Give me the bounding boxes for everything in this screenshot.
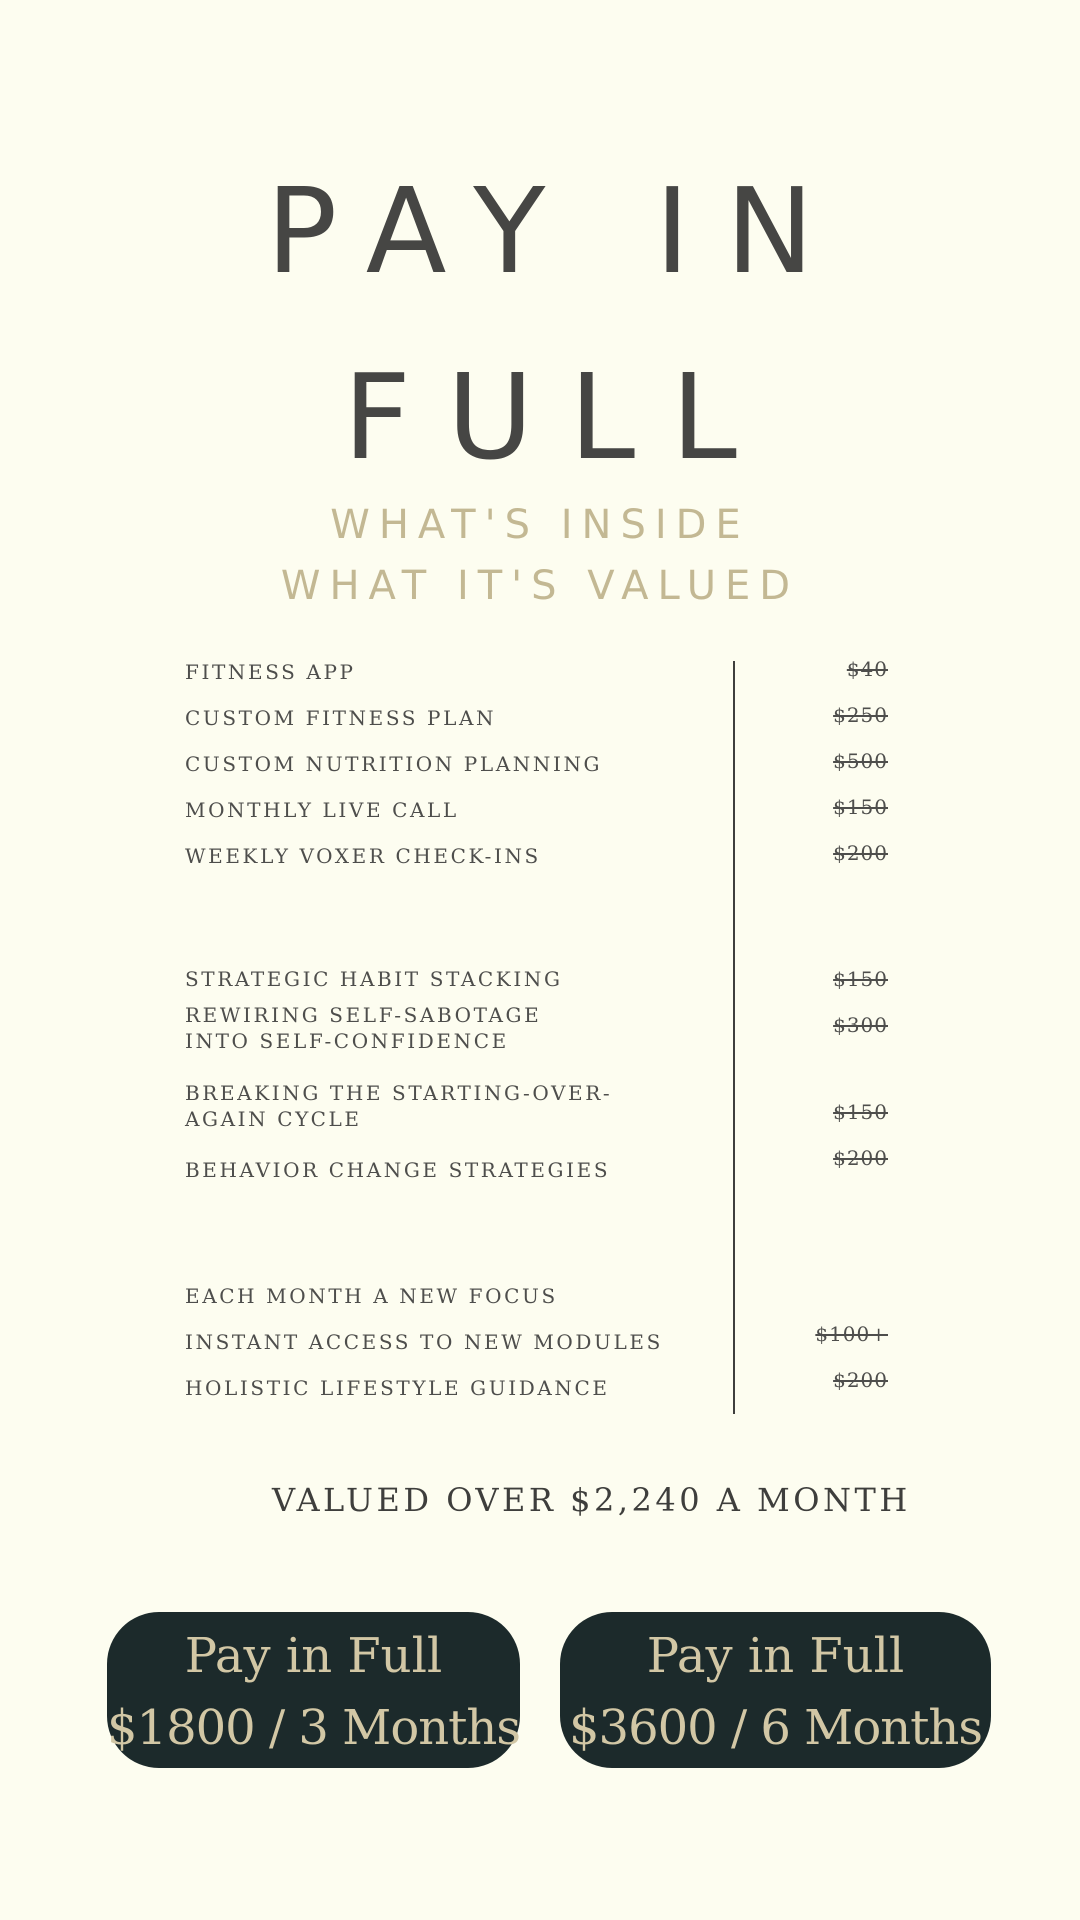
button-label-price-3-months: $1800 / 3 Months xyxy=(107,1700,520,1756)
item-price-behavior-change-strategies: $200 xyxy=(833,1146,888,1170)
item-price-breaking-starting-over-cycle: $150 xyxy=(833,1100,888,1124)
item-label-monthly-live-call: MONTHLY LIVE CALL xyxy=(185,798,459,822)
item-price-instant-access-new-modules: $100+ xyxy=(815,1322,888,1346)
subtitle-whats-inside: WHAT'S INSIDE xyxy=(330,502,750,548)
page-title-line-2: FULL xyxy=(343,348,773,486)
item-label-instant-access-new-modules: INSTANT ACCESS TO NEW MODULES xyxy=(185,1330,663,1354)
item-label-breaking-starting-over-cycle: BREAKING THE STARTING-OVER-AGAIN CYCLE xyxy=(185,1081,613,1131)
item-price-weekly-voxer-check-ins: $200 xyxy=(833,841,888,865)
item-label-strategic-habit-stacking: STRATEGIC HABIT STACKING xyxy=(185,967,563,991)
subtitle-whats-valued: WHAT IT'S VALUED xyxy=(280,563,800,609)
item-price-holistic-lifestyle-guidance: $200 xyxy=(833,1368,888,1392)
item-label-weekly-voxer-check-ins: WEEKLY VOXER CHECK-INS xyxy=(185,844,541,868)
button-label-pay-in-full: Pay in Full xyxy=(184,1628,443,1684)
total-value-text: VALUED OVER $2,240 A MONTH xyxy=(272,1481,911,1519)
item-label-each-month-new-focus: EACH MONTH A NEW FOCUS xyxy=(185,1284,558,1308)
item-label-rewiring-self-sabotage: REWIRING SELF-SABOTAGE INTO SELF-CONFIDENCE xyxy=(185,1003,542,1053)
item-price-rewiring-self-sabotage: $300 xyxy=(833,1013,888,1037)
page-title-line-1: PAY IN xyxy=(266,162,850,300)
item-price-monthly-live-call: $150 xyxy=(833,795,888,819)
item-label-holistic-lifestyle-guidance: HOLISTIC LIFESTYLE GUIDANCE xyxy=(185,1376,610,1400)
button-label-price-6-months: $3600 / 6 Months xyxy=(569,1700,982,1756)
item-price-fitness-app: $40 xyxy=(846,657,888,681)
item-label-fitness-app: FITNESS APP xyxy=(185,660,356,684)
column-divider xyxy=(733,661,735,1414)
pay-in-full-6-months-button[interactable] xyxy=(560,1612,991,1768)
item-price-custom-nutrition-planning: $500 xyxy=(833,749,888,773)
item-price-custom-fitness-plan: $250 xyxy=(833,703,888,727)
button-label-pay-in-full: Pay in Full xyxy=(646,1628,905,1684)
item-label-custom-nutrition-planning: CUSTOM NUTRITION PLANNING xyxy=(185,752,603,776)
item-label-behavior-change-strategies: BEHAVIOR CHANGE STRATEGIES xyxy=(185,1158,611,1182)
item-label-custom-fitness-plan: CUSTOM FITNESS PLAN xyxy=(185,706,497,730)
pay-in-full-3-months-button[interactable] xyxy=(107,1612,520,1768)
item-price-strategic-habit-stacking: $150 xyxy=(833,967,888,991)
